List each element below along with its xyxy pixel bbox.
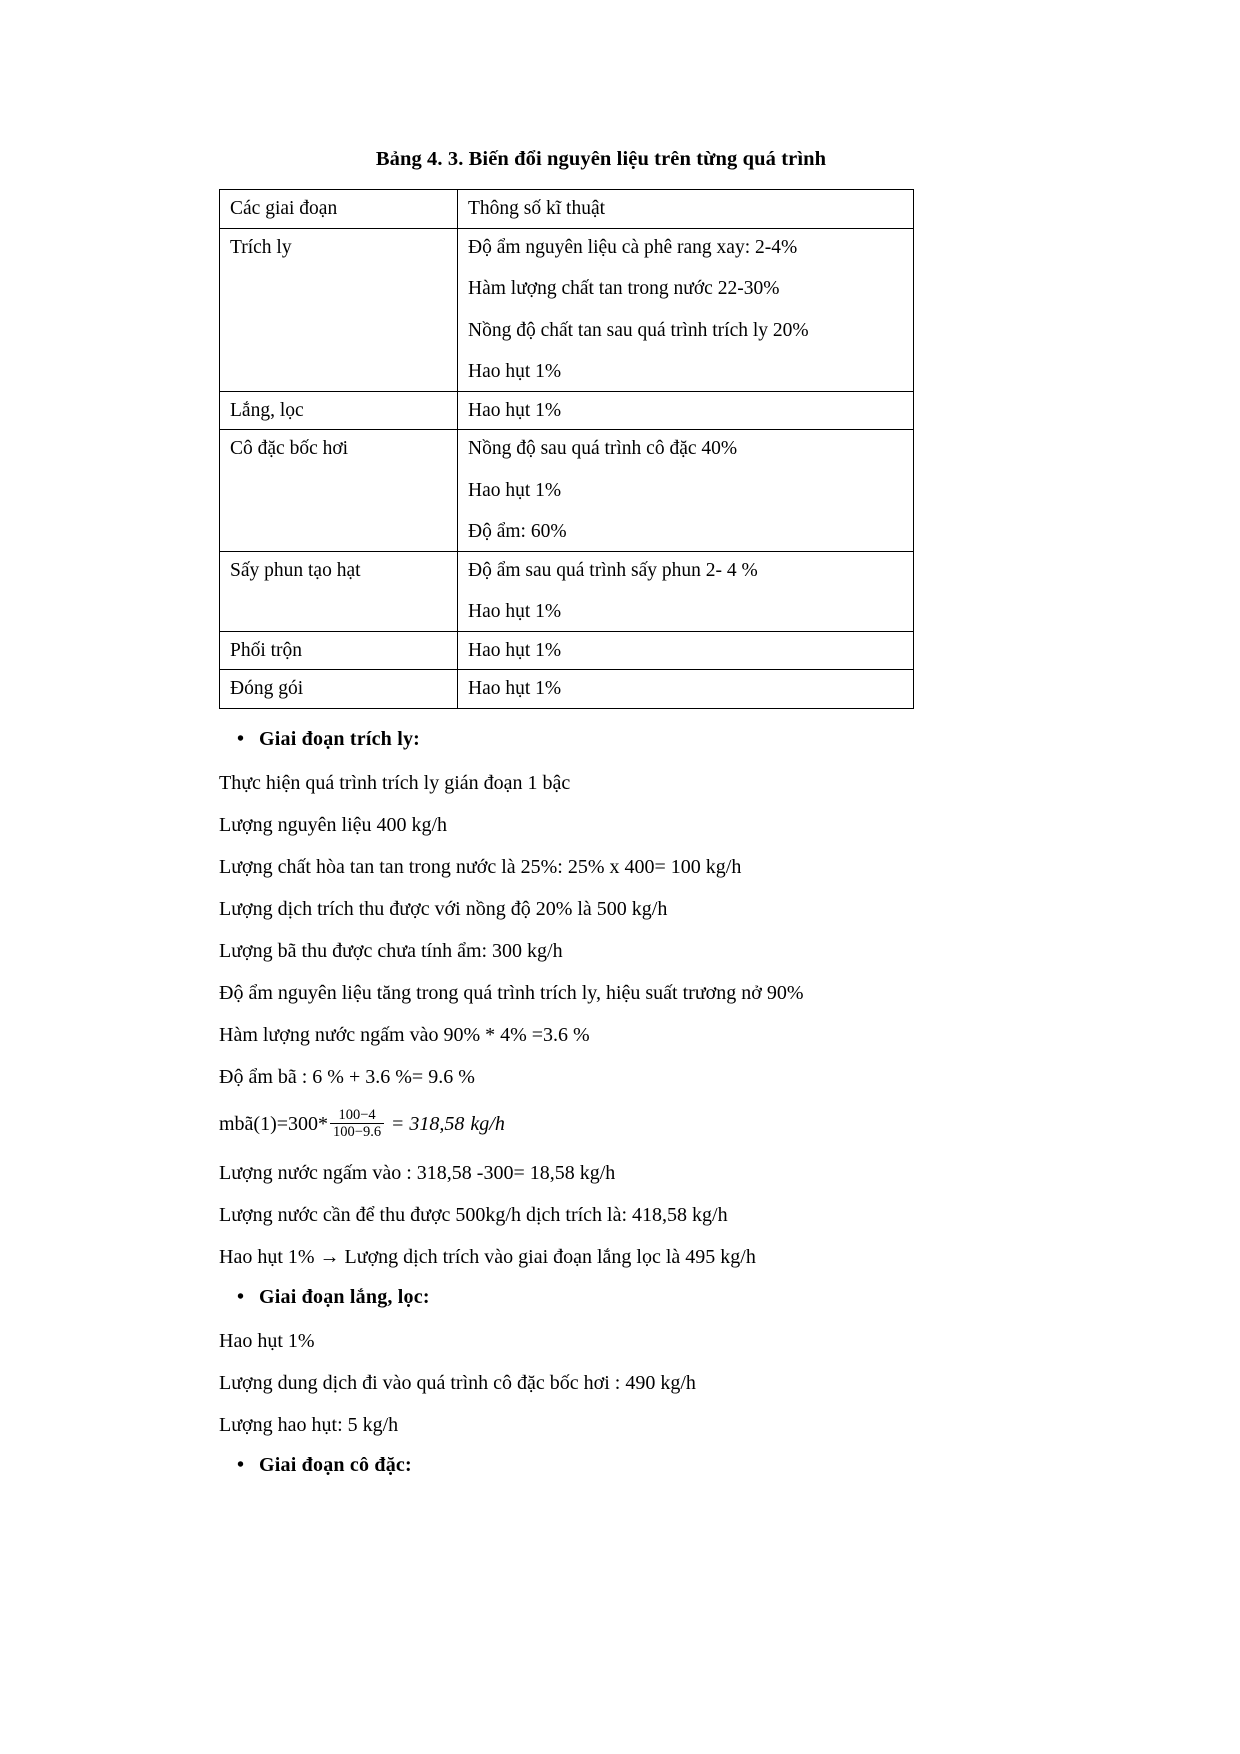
body-line: Lượng chất hòa tan tan trong nước là 25%: 25% x 400= 100 kg/h [219, 855, 742, 878]
table-cell-stage [220, 391, 458, 430]
fraction-numerator: 100−4 [338, 1106, 376, 1123]
fraction-denominator: 100−9.6 [333, 1124, 382, 1141]
stage-label: Phối trộn [230, 639, 303, 661]
body-line: Độ ẩm nguyên liệu tăng trong quá trình trích ly, hiệu suất trương nở 90% [219, 981, 804, 1004]
section-heading-label: Giai đoạn trích ly: [259, 727, 421, 750]
table-cell-parameters [458, 430, 914, 552]
stage-label: Đóng gói [230, 678, 304, 699]
formula-result: 318,58 [409, 1112, 465, 1135]
table-cell-stage [220, 228, 458, 391]
header-label-parameters: Thông số kĩ thuật [468, 198, 606, 219]
parameter-line: Hao hụt 1% [468, 479, 562, 501]
parameter-line: Độ ẩm nguyên liệu cà phê rang xay: 2-4% [468, 236, 798, 258]
body-line: Lượng nước ngấm vào : 318,58 -300= 18,58 kg/h [219, 1162, 616, 1185]
stage-label: Trích ly [230, 236, 292, 258]
body-line: Hao hụt 1% → Lượng dịch trích vào giai đoạn lắng lọc là 495 kg/h [219, 1246, 756, 1269]
table-cell-stage [220, 670, 458, 709]
table-row [220, 670, 914, 709]
stage-label: Sấy phun tạo hạt [230, 559, 361, 581]
parameter-line: Hao hụt 1% [468, 678, 562, 699]
section-heading-trich-ly [219, 728, 1009, 751]
section-heading-co-dac [219, 1454, 1009, 1477]
formula-unit: kg/h [470, 1112, 505, 1135]
parameter-line: Hao hụt 1% [468, 601, 562, 622]
table-cell-parameters [458, 391, 914, 430]
table-cell-stage [220, 551, 458, 631]
table-cell-parameters [458, 670, 914, 709]
body-line: Lượng dịch trích thu được với nồng độ 20% là 500 kg/h [219, 897, 668, 920]
parameter-line: Hao hụt 1% [468, 399, 562, 421]
table-header-row [220, 190, 914, 229]
table-row [220, 551, 914, 631]
table-row [220, 631, 914, 670]
bullet-icon: • [237, 1286, 245, 1309]
bullet-icon: • [237, 1454, 245, 1477]
formula-left-side: mbã(1)=300* [219, 1112, 329, 1135]
body-line: Lượng dung dịch đi vào quá trình cô đặc bốc hơi : 490 kg/h [219, 1372, 696, 1395]
table-body [220, 190, 914, 709]
table-cell-parameters [458, 551, 914, 631]
table-caption: Bảng 4. 3. Biến đổi nguyên liệu trên từng quá trình [375, 148, 827, 170]
table-header-cell-stage [220, 190, 458, 229]
table-cell-stage [220, 430, 458, 552]
table-row [220, 430, 914, 552]
body-line: Thực hiện quá trình trích ly gián đoạn 1 bậc [219, 771, 571, 794]
formula-mba [219, 1087, 1009, 1142]
stage-label: Cô đặc bốc hơi [230, 438, 349, 459]
stage-label: Lắng, lọc [230, 399, 304, 421]
page-content [219, 148, 1009, 1477]
parameter-line: Độ ẩm: 60% [468, 521, 567, 542]
parameter-line: Độ ẩm sau quá trình sấy phun 2- 4 % [468, 559, 758, 581]
bullet-icon: • [237, 727, 245, 750]
body-line: Lượng hao hụt: 5 kg/h [219, 1414, 399, 1437]
body-line: Lượng bã thu được chưa tính ẩm: 300 kg/h [219, 939, 563, 962]
parameter-line: Nồng độ chất tan sau quá trình trích ly 20% [468, 319, 809, 341]
section-heading-label: Giai đoạn lắng, lọc: [259, 1286, 430, 1309]
body-line: Lượng nước cần để thu được 500kg/h dịch trích là: 418,58 kg/h [219, 1204, 728, 1227]
parameter-line: Hao hụt 1% [468, 639, 562, 661]
formula-fraction [330, 1107, 384, 1142]
body-line: Hao hụt 1% [219, 1330, 315, 1353]
body-line: Hàm lượng nước ngấm vào 90% * 4% =3.6 % [219, 1023, 590, 1046]
header-label-stage: Các giai đoạn [230, 198, 338, 219]
table-header-cell-parameters [458, 190, 914, 229]
parameter-line: Hàm lượng chất tan trong nước 22-30% [468, 278, 780, 299]
section-heading-label: Giai đoạn cô đặc: [259, 1454, 412, 1477]
table-row [220, 391, 914, 430]
table-cell-parameters [458, 631, 914, 670]
body-line: Lượng nguyên liệu 400 kg/h [219, 813, 448, 836]
parameter-line: Nồng độ sau quá trình cô đặc 40% [468, 438, 738, 459]
parameter-line: Hao hụt 1% [468, 361, 562, 382]
process-parameters-table [219, 189, 914, 709]
formula-equals: = [392, 1112, 404, 1135]
table-cell-stage [220, 631, 458, 670]
table-row [220, 228, 914, 391]
body-line: Độ ẩm bã : 6 % + 3.6 %= 9.6 % [219, 1065, 475, 1088]
table-cell-parameters [458, 228, 914, 391]
section-heading-lang-loc [219, 1286, 1009, 1309]
